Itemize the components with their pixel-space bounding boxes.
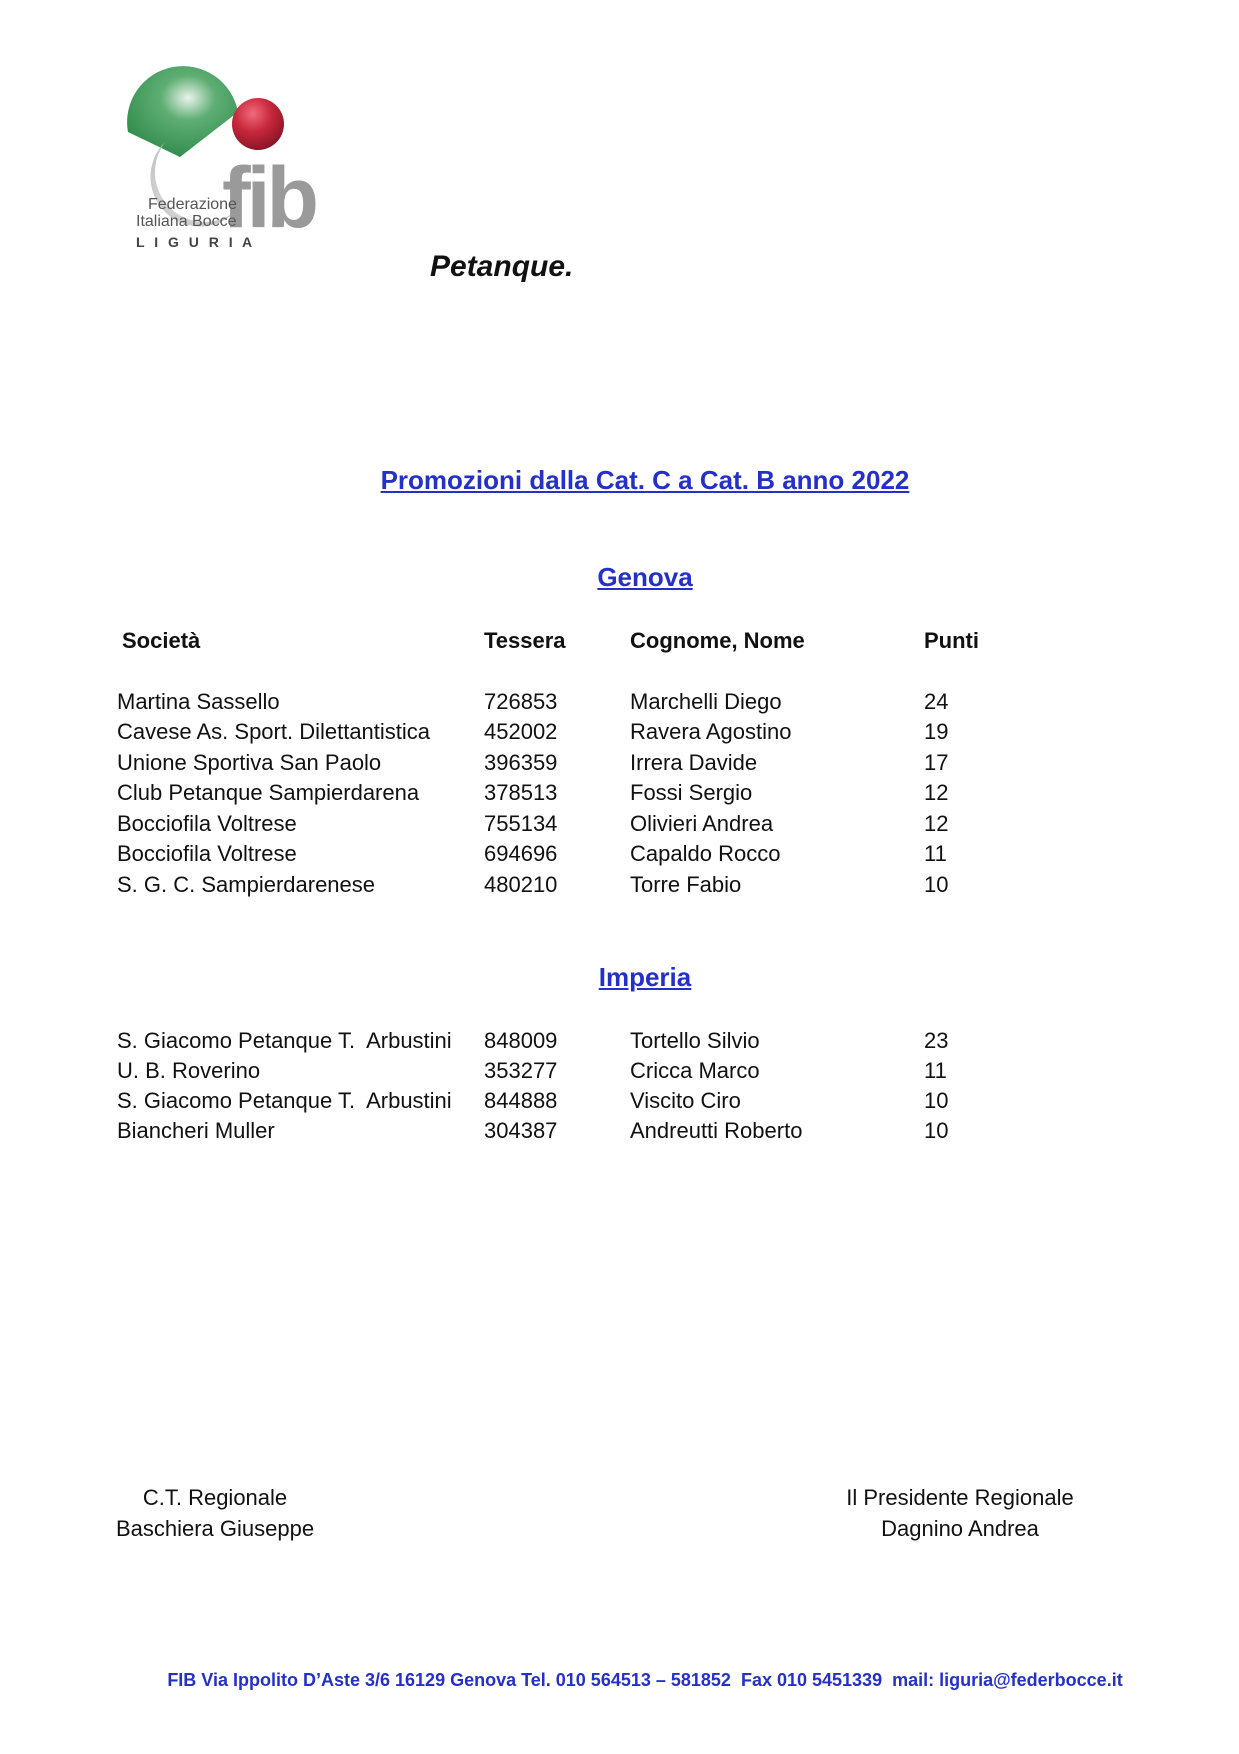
cell-punti: 11 [924, 1058, 947, 1083]
cell-tessera: 726853 [484, 689, 558, 714]
header-punti: Punti [924, 628, 979, 653]
cell-punti: 12 [924, 780, 949, 805]
cell-nome: Viscito Ciro [630, 1088, 741, 1113]
table-row [0, 1118, 1239, 1148]
cell-tessera: 755134 [484, 811, 558, 836]
cell-punti: 17 [924, 750, 949, 775]
signature-left-role: C.T. Regionale [142, 1485, 288, 1510]
cell-nome: Marchelli Diego [630, 689, 782, 714]
cell-societa: Bocciofila Voltrese [117, 811, 297, 836]
table-row [0, 750, 1239, 780]
cell-nome: Olivieri Andrea [630, 811, 774, 836]
cell-punti: 11 [924, 841, 947, 866]
cell-societa: Cavese As. Sport. Dilettantistica [117, 719, 431, 744]
cell-punti: 10 [924, 1118, 949, 1143]
cell-tessera: 848009 [484, 1028, 558, 1053]
signature-left-name: Baschiera Giuseppe [115, 1516, 315, 1541]
table-row [0, 1088, 1239, 1118]
cell-punti: 10 [924, 1088, 949, 1113]
cell-punti: 10 [924, 872, 949, 897]
cell-nome: Capaldo Rocco [630, 841, 781, 866]
cell-societa: S. G. C. Sampierdarenese [117, 872, 376, 897]
cell-tessera: 304387 [484, 1118, 558, 1143]
cell-nome: Fossi Sergio [630, 780, 753, 805]
header-societa: Società [122, 628, 201, 653]
page-footer: FIB Via Ippolito D’Aste 3/6 16129 Genova Tel. 010 564513 – 581852 Fax 010 5451339 mail: liguria@federbocce.it [167, 1670, 1123, 1690]
cell-tessera: 694696 [484, 841, 558, 866]
cell-nome: Tortello Silvio [630, 1028, 760, 1053]
logo-line1: Federazione [148, 196, 237, 213]
cell-societa: Martina Sassello [117, 689, 280, 714]
cell-punti: 24 [924, 689, 949, 714]
section-title-imperia: Imperia [598, 962, 692, 992]
signature-presidente [840, 1482, 1080, 1544]
signature-right-role: Il Presidente Regionale [846, 1485, 1074, 1510]
page-title: Promozioni dalla Cat. C a Cat. B anno 2022 [380, 465, 910, 495]
header-nome: Cognome, Nome [630, 628, 805, 653]
header-tessera: Tessera [484, 628, 566, 653]
cell-tessera: 353277 [484, 1058, 558, 1083]
table-header [0, 628, 1239, 658]
cell-punti: 19 [924, 719, 949, 744]
cell-tessera: 452002 [484, 719, 558, 744]
cell-nome: Torre Fabio [630, 872, 742, 897]
cell-societa: Biancheri Muller [117, 1118, 275, 1143]
table-row [0, 780, 1239, 810]
cell-societa: S. Giacomo Petanque T. Arbustini [117, 1028, 452, 1053]
cell-societa: S. Giacomo Petanque T. Arbustini [117, 1088, 452, 1113]
cell-societa: U. B. Roverino [117, 1058, 261, 1083]
cell-societa: Bocciofila Voltrese [117, 841, 297, 866]
table-row [0, 811, 1239, 841]
logo-line2: Italiana Bocce [136, 213, 237, 230]
table-row [0, 689, 1239, 719]
logo-fib-mark: fib [222, 150, 316, 246]
cell-nome: Cricca Marco [630, 1058, 760, 1083]
cell-tessera: 396359 [484, 750, 558, 775]
cell-tessera: 378513 [484, 780, 558, 805]
cell-nome: Andreutti Roberto [630, 1118, 803, 1143]
fib-logo [110, 62, 370, 292]
page-subtitle: Petanque. [430, 250, 574, 283]
signature-right-name: Dagnino Andrea [881, 1516, 1039, 1541]
cell-punti: 23 [924, 1028, 949, 1053]
cell-societa: Unione Sportiva San Paolo [117, 750, 382, 775]
table-row [0, 841, 1239, 871]
cell-tessera: 480210 [484, 872, 558, 897]
section-title-genova: Genova [597, 562, 693, 592]
cell-societa: Club Petanque Sampierdarena [117, 780, 420, 805]
table-row [0, 1058, 1239, 1088]
cell-tessera: 844888 [484, 1088, 558, 1113]
table-row [0, 1028, 1239, 1058]
cell-punti: 12 [924, 811, 949, 836]
table-row [0, 719, 1239, 749]
cell-nome: Ravera Agostino [630, 719, 792, 744]
logo-region: L I G U R I A [136, 234, 256, 250]
table-row [0, 872, 1239, 902]
signature-ct-regionale [100, 1482, 330, 1544]
cell-nome: Irrera Davide [630, 750, 758, 775]
